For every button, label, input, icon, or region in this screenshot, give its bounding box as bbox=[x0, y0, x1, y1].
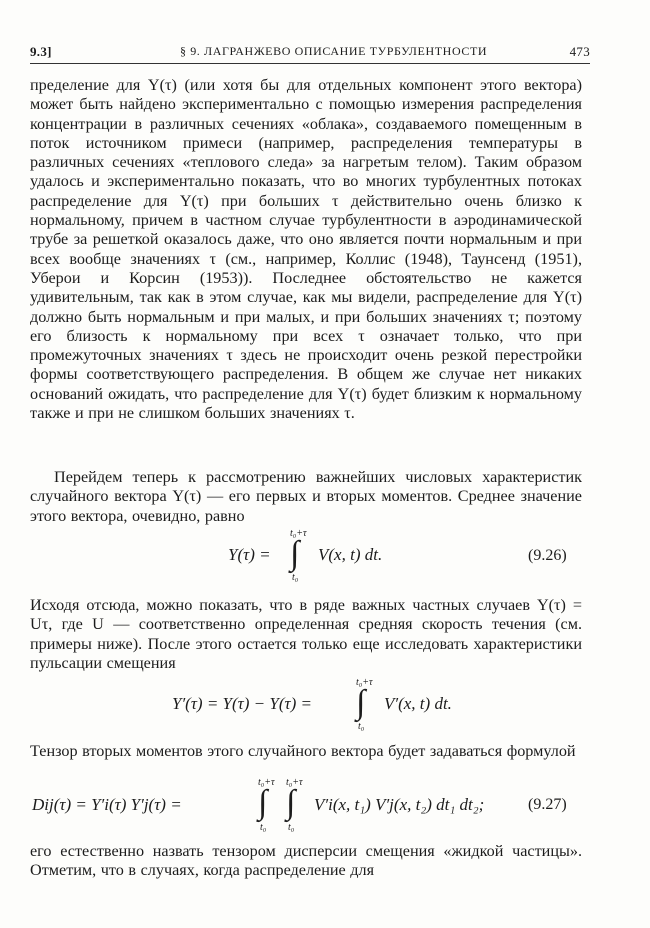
eq-927-lower-limit-1: t₀ bbox=[260, 822, 267, 833]
page-number: 473 bbox=[569, 44, 590, 59]
paragraph-2 bbox=[30, 468, 582, 526]
eq-927-lhs: Dij(τ) = Y′i(τ) Y′j(τ) = bbox=[32, 795, 182, 814]
eq-fluct-integrand: V′(x, t) dt. bbox=[384, 694, 452, 713]
integral-sign: ∫ bbox=[286, 784, 296, 821]
eq-fluct-lhs: Y′(τ) = Y(τ) − Y(τ) = bbox=[172, 694, 312, 713]
section-number: 9.3] bbox=[30, 44, 52, 59]
eq-926-lower-limit: t₀ bbox=[292, 572, 299, 583]
paragraph-3 bbox=[30, 596, 582, 673]
paragraph-1 bbox=[30, 76, 582, 423]
paragraph-4 bbox=[30, 742, 582, 761]
running-title: § 9. ЛАГРАНЖЕВО ОПИСАНИЕ ТУРБУЛЕНТНОСТИ bbox=[180, 44, 488, 58]
eq-926-lhs: Y(τ) = bbox=[228, 545, 271, 564]
integral-sign: ∫ bbox=[258, 784, 268, 821]
eq-926-upper-limit: t₀+τ bbox=[290, 528, 307, 539]
eq-927-integrand: V′i(x, t₁) V′j(x, t₂) dt₁ dt₂; bbox=[314, 795, 485, 814]
integral-sign: ∫ bbox=[290, 535, 300, 572]
eq-926-integrand: V(x, t) dt. bbox=[318, 545, 383, 564]
paragraph-4-text: Тензор вторых моментов этого случайного вектора будет задаваться формулой bbox=[30, 742, 576, 760]
paragraph-5 bbox=[30, 842, 582, 881]
eq-926-number: (9.26) bbox=[528, 547, 567, 564]
eq-fluct-upper-limit: t₀+τ bbox=[356, 677, 373, 688]
paragraph-3-text: Исходя отсюда, можно показать, что в ряде важных частных случаев Y(τ) = Uτ, где U — соответственно определенная средняя скорость течения (см. примеры ниже). После этого остается только еще исследовать характеристики пульсации смещения bbox=[30, 596, 582, 672]
paragraph-2-text: Перейдем теперь к рассмотрению важнейших числовых характеристик случайного вектора Y(τ) — его первых и вторых моментов. Среднее значение этого вектора, очевидно, равно bbox=[30, 468, 582, 525]
eq-927-upper-limit-2: t₀+τ bbox=[286, 777, 303, 788]
eq-fluct-lower-limit: t₀ bbox=[358, 721, 365, 732]
paragraph-1-text: пределение для Y(τ) (или хотя бы для отдельных компонент этого вектора) может быть найдено экспериментально с помощью измерения распределения концентрации в различных сечениях «облака», создаваемого помещенным в поток источником примеси (например, распределения температуры в различных сечениях «теплового следа» за нагретым телом). Таким образом удалось и экспериментально показать, что во многих турбулентных потоках распределение для Y(τ) при больших τ действительно очень близко к нормальному, причем в частном случае турбулентности в аэродинамической трубе за решеткой оказалось даже, что оно является почти нормальным и при всех вообще значениях τ (см., например, Коллис (1948), Таунсенд (1951), Уберои и Корсин (1953)). Последнее обстоятельство не кажется удивительным, так как в этом случае, как мы видели, распределение для Y(τ) должно быть нормальным и при малых, и при больших значениях τ; поэтому его близость к нормальному при всех τ означает только, что при промежуточных значениях τ здесь не происходит очень резкой перестройки формы соответствующего распределения. В общем же случае нет никаких оснований ожидать, что распределение для Y(τ) будет близким к нормальному также и при не слишком больших значениях τ. bbox=[30, 76, 582, 423]
header-divider bbox=[30, 63, 590, 64]
eq-927-upper-limit-1: t₀+τ bbox=[258, 777, 275, 788]
integral-sign: ∫ bbox=[356, 684, 366, 721]
eq-927-number: (9.27) bbox=[528, 796, 567, 813]
paragraph-5-text: его естественно назвать тензором дисперсии смещения «жидкой частицы». Отметим, что в случаях, когда распределение для bbox=[30, 842, 582, 880]
eq-927-lower-limit-2: t₀ bbox=[288, 822, 295, 833]
